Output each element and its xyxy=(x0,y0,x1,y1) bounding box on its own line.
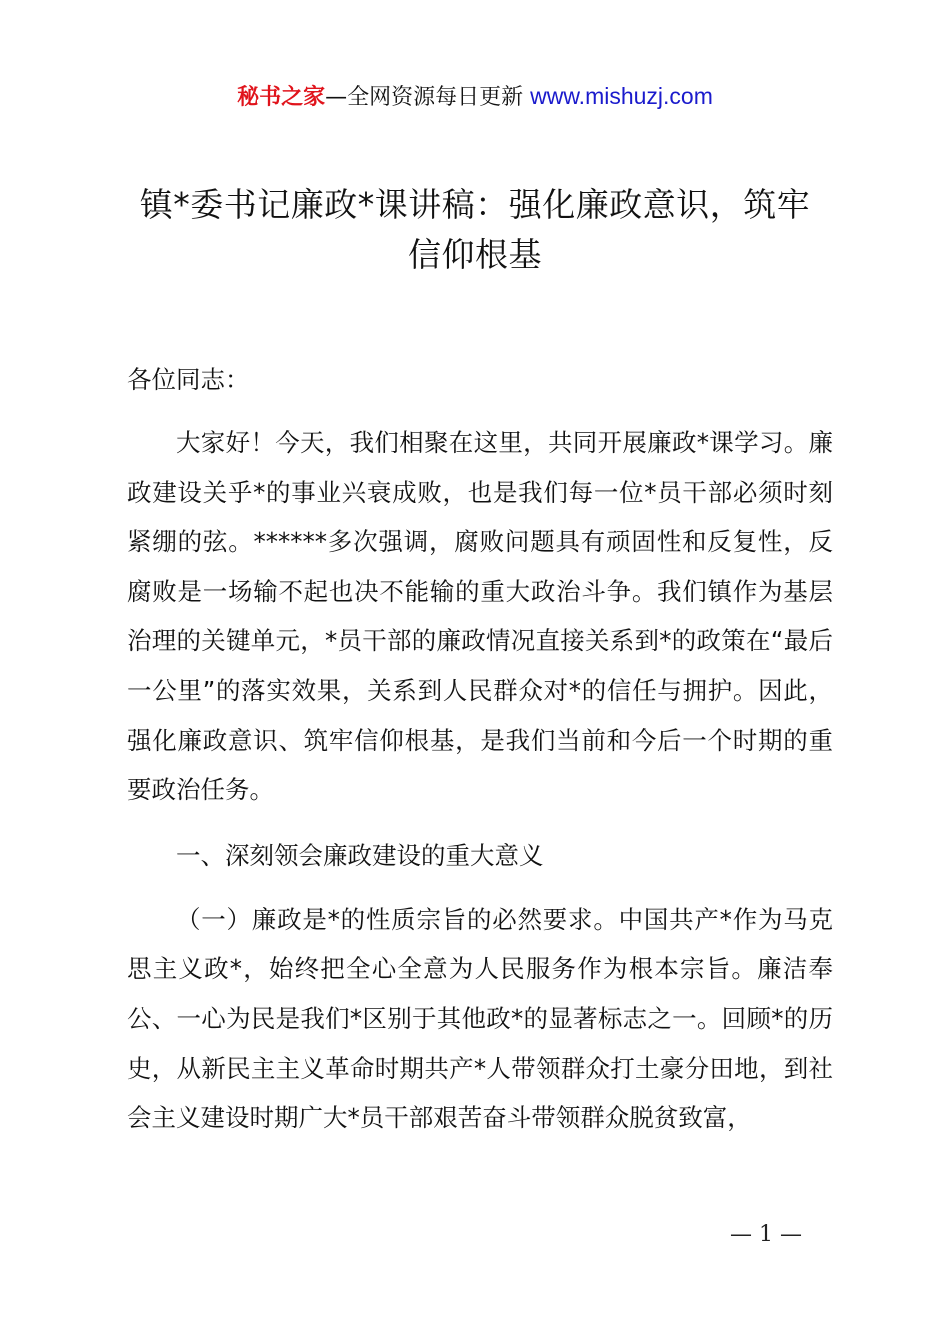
header-tagline: —全网资源每日更新 xyxy=(325,85,531,110)
site-url-link[interactable]: www.mishuzj.com xyxy=(530,83,713,109)
intro-paragraph: 大家好！今天，我们相聚在这里，共同开展廉政*课学习。廉政建设关乎*的事业兴衰成败，也是我们每一位*员干部必须时刻紧绷的弦。******多次强调，腐败问题具有顽固性和反复性，反腐败是一场输不起也决不能输的重大政治斗争。我们镇作为基层治理的关键单元，*员干部的廉政情况直接关系到*的政策在“最后一公里”的落实效果，关系到人民群众对*的信任与拥护。因此，强化廉政意识、筑牢信仰根基，是我们当前和今后一个时期的重要政治任务。 xyxy=(127,428,833,805)
salutation: 各位同志： xyxy=(127,365,250,394)
section-heading: 一、深刻领会廉政建设的重大意义 xyxy=(176,840,544,870)
section-paragraph: （一）廉政是*的性质宗旨的必然要求。中国共产*作为马克思主义政*，始终把全心全意为人民服务作为根本宗旨。廉洁奉公、一心为民是我们*区别于其他政*的显著标志之一。回顾*的历史，从新民主主义革命时期共产*人带领群众打土豪分田地，到社会主义建设时期广大*员干部艰苦奋斗带领群众脱贫致富， xyxy=(127,904,833,1133)
title-line-2: 信仰根基 xyxy=(408,235,542,274)
document-body xyxy=(127,358,833,1143)
page-number: — 1 — xyxy=(730,1222,802,1247)
document-title xyxy=(95,180,855,280)
brand-name: 秘书之家 xyxy=(237,85,326,110)
title-line-1: 镇*委书记廉政*课讲稿：强化廉政意识，筑牢 xyxy=(139,185,811,224)
site-header xyxy=(0,80,950,114)
